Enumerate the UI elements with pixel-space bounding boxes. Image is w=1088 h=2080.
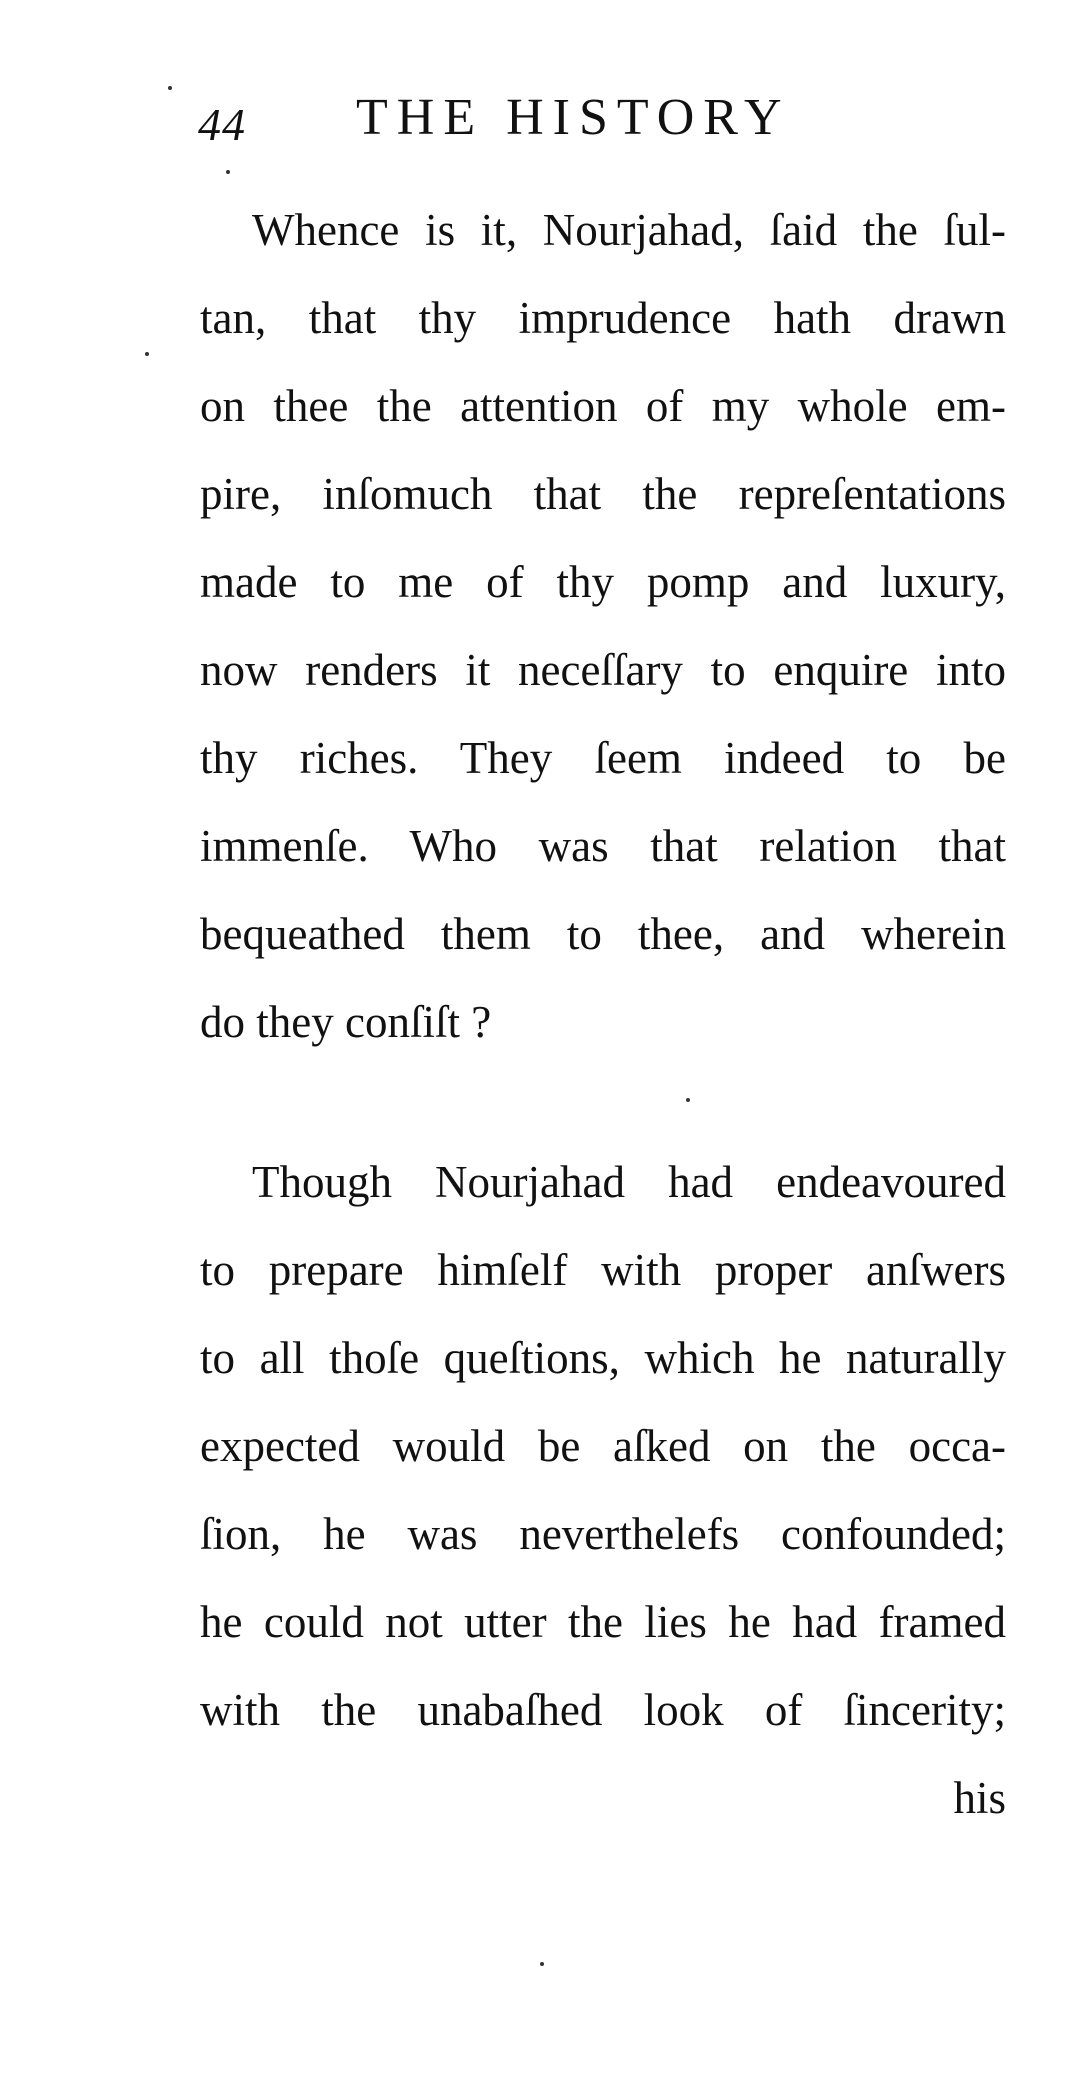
running-head: THE HISTORY	[356, 89, 791, 146]
page-number: 44	[198, 99, 246, 150]
text-line: expected would be aſked on the occa-	[200, 1421, 1006, 1471]
text-line: he could not utter the lies he had framed	[200, 1597, 1006, 1647]
text-line: ſion, he was neverthelefs confounded;	[200, 1509, 1006, 1559]
text-line: to prepare himſelf with proper anſwers	[200, 1245, 1006, 1295]
text-line: on thee the attention of my whole em-	[200, 381, 1006, 431]
scan-speck	[686, 1098, 690, 1102]
scan-speck	[226, 170, 230, 174]
text-line: tan, that thy imprudence hath drawn	[200, 293, 1006, 343]
text-line: Whence is it, Nourjahad, ſaid the ſul-	[252, 205, 1006, 255]
paragraph-2	[200, 1138, 1006, 1842]
text-line: Though Nourjahad had endeavoured	[252, 1157, 1006, 1207]
text-line: immenſe. Who was that relation that	[200, 821, 1006, 871]
scan-speck	[168, 86, 172, 90]
catchword: his	[953, 1773, 1006, 1823]
text-line: pire, inſomuch that the repreſentations	[200, 469, 1006, 519]
text-line: to all thoſe queſtions, which he naturally	[200, 1333, 1006, 1383]
page-header	[198, 88, 918, 158]
text-line: bequeathed them to thee, and wherein	[200, 909, 1006, 959]
text-line: made to me of thy pomp and luxury,	[200, 557, 1006, 607]
scan-speck	[540, 1962, 544, 1966]
text-line: with the unabaſhed look of ſincerity;	[200, 1685, 1006, 1735]
scan-speck	[145, 352, 149, 356]
text-line: now renders it neceſſary to enquire into	[200, 645, 1006, 695]
text-line: do they conſiſt ?	[200, 997, 492, 1047]
paragraph-1	[200, 186, 1006, 1066]
text-line: thy riches. They ſeem indeed to be	[200, 733, 1006, 783]
